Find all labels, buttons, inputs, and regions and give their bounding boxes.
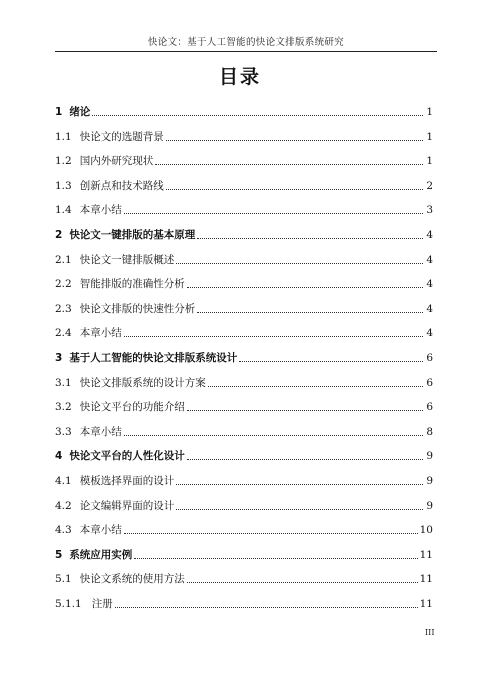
toc-entry-page: 4 (426, 327, 433, 340)
toc-entry-title: 本章小结 (79, 524, 122, 537)
toc-entry-title: 快论文排版系统的设计方案 (79, 376, 206, 389)
toc-entry-number: 3.1 (55, 376, 72, 389)
toc-title: 目录 (218, 66, 261, 88)
header-rule (55, 51, 437, 52)
toc-dot-leader (124, 434, 423, 436)
toc-entry[interactable] (55, 175, 433, 193)
toc-dot-leader (155, 163, 423, 165)
toc-entry-number: 5.1 (55, 573, 72, 586)
toc-entry[interactable] (55, 199, 433, 217)
toc-entry-page: 10 (419, 524, 433, 537)
toc-entry-page: 6 (426, 376, 433, 389)
toc-entry-number: 3 (55, 352, 63, 364)
toc-entry[interactable] (55, 445, 433, 463)
toc-entry-page: 4 (426, 253, 433, 266)
toc-entry-title: 快论文平台的人性化设计 (69, 450, 185, 463)
toc-entry[interactable] (55, 322, 433, 340)
running-header: 快论文：基于人工智能的快论文排版系统研究 (147, 37, 344, 48)
toc-entry-title: 快论文的选题背景 (79, 130, 164, 143)
toc-dot-leader (197, 311, 423, 313)
toc-entry-page: 4 (426, 278, 433, 291)
toc-entry-number: 3.2 (55, 401, 72, 414)
toc-dot-leader (115, 606, 418, 608)
toc-entry[interactable] (55, 101, 433, 119)
toc-entry-number: 3.3 (55, 425, 72, 438)
toc-dot-leader (208, 385, 423, 387)
toc-entry-number: 1.3 (55, 179, 72, 192)
toc-entry[interactable] (55, 249, 433, 267)
toc-entry-page: 4 (426, 229, 433, 241)
toc-entry[interactable] (55, 126, 433, 144)
toc-entry-title: 注册 (91, 598, 113, 610)
toc-dot-leader (166, 139, 423, 141)
toc-entry-title: 本章小结 (79, 327, 122, 340)
toc-entry-page: 9 (426, 499, 433, 512)
toc-entry-page: 1 (426, 130, 433, 143)
toc-entry-number: 4.2 (55, 499, 72, 512)
toc-dot-leader (166, 188, 423, 190)
toc-entry-title: 快论文一键排版的基本原理 (69, 229, 196, 241)
toc-entry-page: 6 (426, 401, 433, 414)
toc-entry-title: 创新点和技术路线 (79, 179, 164, 192)
toc-dot-leader (134, 557, 417, 559)
toc-entry-page: 6 (426, 352, 433, 364)
toc-entry-number: 1.4 (55, 204, 72, 217)
toc-entry[interactable] (55, 568, 433, 586)
toc-entry-page: 1 (426, 155, 433, 168)
toc-entry-title: 本章小结 (79, 425, 122, 438)
toc-entry-number: 4 (55, 450, 63, 463)
toc-entry-title: 系统应用实例 (69, 548, 133, 561)
toc-dot-leader (124, 532, 418, 534)
toc-entry[interactable] (55, 519, 433, 537)
toc-dot-leader (239, 360, 423, 362)
toc-entry[interactable] (55, 273, 433, 291)
toc-entry[interactable] (55, 150, 433, 168)
toc-entry-title: 论文编辑界面的设计 (79, 499, 175, 512)
toc-entry-page: 9 (426, 475, 433, 487)
toc-entry-title: 快论文排版的快速性分析 (79, 302, 196, 315)
toc-dot-leader (176, 508, 423, 510)
toc-entry-number: 2.3 (55, 302, 72, 315)
toc-entry-title: 快论文一键排版概述 (79, 253, 175, 266)
toc-entry-page: 11 (419, 548, 433, 561)
toc-entry[interactable] (55, 593, 433, 611)
toc-entry-number: 1.1 (55, 130, 72, 143)
toc-entry-title: 本章小结 (79, 204, 122, 217)
toc-entry-number: 5 (55, 548, 63, 561)
toc-entry-title: 快论文系统的使用方法 (79, 573, 185, 586)
toc-dot-leader (176, 483, 423, 485)
toc-entry-page: 1 (426, 106, 433, 118)
toc-entry-number: 4.1 (55, 475, 72, 487)
toc-entry[interactable] (55, 347, 433, 365)
toc-entry[interactable] (55, 396, 433, 414)
toc-dot-leader (176, 262, 423, 264)
toc-dot-leader (124, 335, 423, 337)
toc-entry-page: 11 (419, 573, 433, 586)
toc-entry-number: 2.2 (55, 278, 72, 291)
toc-entry-number: 5.1.1 (55, 598, 82, 610)
toc-dot-leader (187, 581, 418, 583)
toc-dot-leader (92, 114, 423, 116)
toc-entry-title: 绪论 (69, 106, 91, 118)
toc-entry-number: 2.4 (55, 327, 72, 340)
toc-entry-page: 8 (426, 425, 433, 438)
toc-entry-page: 9 (426, 450, 433, 463)
toc-dot-leader (187, 286, 423, 288)
toc-dot-leader (197, 237, 423, 239)
toc-entry[interactable] (55, 470, 433, 488)
toc-entry[interactable] (55, 495, 433, 513)
toc-entry-number: 2.1 (55, 253, 72, 266)
toc-entry-page: 3 (426, 204, 433, 217)
toc-entry[interactable] (55, 421, 433, 439)
toc-entry-title: 快论文平台的功能介绍 (79, 401, 185, 414)
toc-entry-number: 4.3 (55, 524, 72, 537)
toc-dot-leader (187, 409, 423, 411)
toc-entry-page: 4 (426, 302, 433, 315)
toc-entry-page: 11 (419, 598, 433, 610)
toc-entry-number: 1.2 (55, 155, 72, 168)
toc-entry-title: 基于人工智能的快论文排版系统设计 (69, 352, 238, 364)
toc-entry-number: 2 (55, 229, 63, 241)
toc-entry[interactable] (55, 224, 433, 242)
toc-dot-leader (124, 212, 423, 214)
toc-entry[interactable] (55, 298, 433, 316)
toc-entry-title: 国内外研究现状 (79, 155, 154, 168)
toc-entry[interactable] (55, 544, 433, 562)
toc-entry-title: 智能排版的准确性分析 (79, 278, 185, 291)
toc-entry-page: 2 (426, 179, 433, 192)
toc-entry[interactable] (55, 372, 433, 390)
page-number: III (425, 628, 435, 637)
toc-dot-leader (187, 458, 423, 460)
toc-entry-title: 模板选择界面的设计 (79, 475, 175, 487)
toc-entry-number: 1 (55, 106, 63, 118)
